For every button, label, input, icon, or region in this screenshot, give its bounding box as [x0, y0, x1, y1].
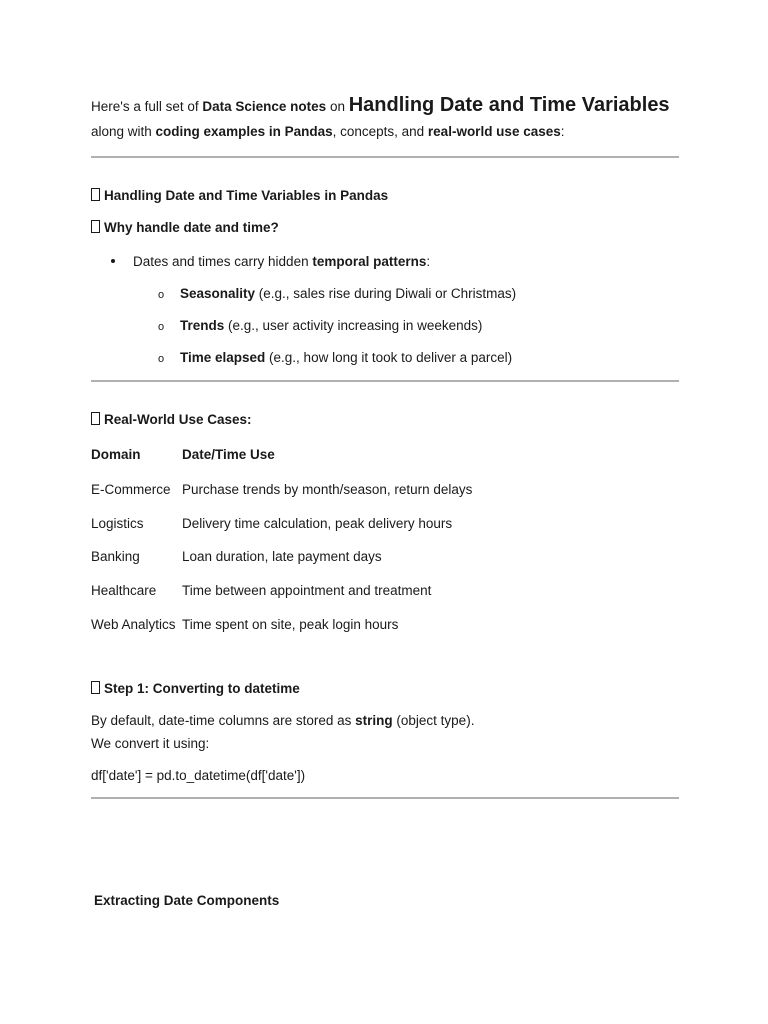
table-cell-domain: Web Analytics [91, 617, 176, 632]
paragraph [91, 713, 474, 728]
paragraph: We convert it using: [91, 736, 210, 751]
bullet-dot-icon [111, 259, 115, 263]
column-header-use: Date/Time Use [182, 447, 275, 462]
sub-bullet-marker: o [158, 289, 165, 301]
table-cell-use: Time spent on site, peak login hours [182, 617, 399, 632]
heading-text: Handling Date and Time Variables in Pandas [104, 188, 389, 203]
missing-glyph-icon [91, 220, 100, 233]
bullet-text: Dates and times carry hidden [133, 254, 313, 269]
table-cell-domain: Logistics [91, 516, 144, 531]
intro-text: : [560, 124, 565, 139]
missing-glyph-icon [91, 681, 100, 694]
section-heading-why [91, 220, 279, 235]
intro-text: , concepts, and [332, 124, 428, 139]
sub-bullet-marker: o [158, 353, 165, 365]
section-heading-usecases [91, 412, 252, 427]
paragraph-text: By default, date-time columns are stored as [91, 713, 356, 728]
table-cell-use: Purchase trends by month/season, return delays [182, 482, 473, 497]
document-title: Handling Date and Time Variables [348, 94, 670, 116]
section-heading-step1 [91, 681, 300, 696]
missing-glyph-icon [91, 188, 100, 201]
table-cell-domain: Healthcare [91, 583, 157, 598]
code-line: df['date'] = pd.to_datetime(df['date']) [91, 768, 306, 783]
bullet-text: : [426, 254, 431, 269]
intro-text: on [326, 99, 349, 114]
section-heading-pandas [91, 188, 388, 203]
table-cell-use: Time between appointment and treatment [182, 583, 432, 598]
sub-bullet-term: Time elapsed [180, 350, 266, 365]
divider [91, 156, 679, 158]
bullet-bold-text: temporal patterns [312, 254, 427, 269]
intro-bold-coding: coding examples in Pandas [155, 124, 333, 139]
paragraph-bold-text: string [355, 713, 393, 728]
sub-bullet-item [158, 318, 482, 333]
sub-bullet-term: Trends [180, 318, 225, 333]
sub-bullet-marker: o [158, 321, 165, 333]
paragraph-text: (object type). [392, 713, 475, 728]
intro-text: along with [91, 124, 156, 139]
column-header-domain: Domain [91, 447, 141, 462]
sub-bullet-text: (e.g., sales rise during Diwali or Christmas) [255, 286, 517, 301]
intro-line-1 [91, 94, 670, 117]
sub-bullet-term: Seasonality [180, 286, 256, 301]
heading-text: Step 1: Converting to datetime [104, 681, 300, 696]
divider [91, 797, 679, 799]
heading-text: Why handle date and time? [104, 220, 279, 235]
bullet-item [111, 254, 430, 269]
intro-text: Here's a full set of [91, 99, 203, 114]
sub-bullet-item [158, 286, 516, 301]
intro-bold-notes: Data Science notes [202, 99, 327, 114]
table-cell-use: Loan duration, late payment days [182, 549, 382, 564]
table-cell-domain: E-Commerce [91, 482, 171, 497]
section-heading-extracting: Extracting Date Components [94, 893, 280, 908]
sub-bullet-text: (e.g., how long it took to deliver a parcel) [265, 350, 513, 365]
intro-line-2 [91, 124, 565, 139]
missing-glyph-icon [91, 412, 100, 425]
sub-bullet-item [158, 350, 512, 365]
table-cell-domain: Banking [91, 549, 140, 564]
heading-text: Real-World Use Cases: [104, 412, 252, 427]
divider [91, 380, 679, 382]
sub-bullet-text: (e.g., user activity increasing in weekends) [224, 318, 483, 333]
table-cell-use: Delivery time calculation, peak delivery hours [182, 516, 453, 531]
intro-bold-usecases: real-world use cases [427, 124, 561, 139]
